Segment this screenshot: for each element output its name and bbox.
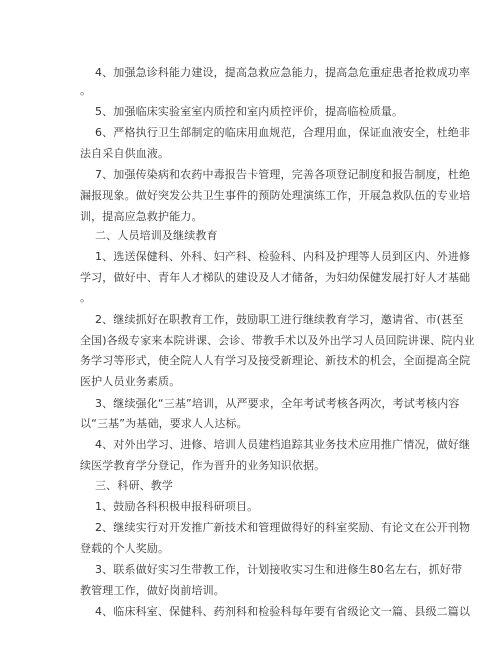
text-line: 4、对外出学习、进修、培训人员建档追踪其业务技术应用推广情况，做好继 — [95, 438, 471, 451]
text-line: 2、继续实行对开发推广新技术和管理做得好的科室奖励、有论文在公开刊物 — [95, 521, 471, 534]
text-line: 教管理工作，做好岗前培训。 — [80, 584, 225, 597]
text-line: 登载的个人奖励。 — [80, 542, 170, 555]
text-line: 1、鼓励各科积极申报科研项目。 — [95, 500, 259, 513]
text-line: 医护人员业务素质。 — [80, 375, 181, 388]
text-line: 续医学教育学分登记，作为晋升的业务知识依据。 — [80, 459, 326, 472]
section-heading: 三、科研、教学 — [95, 479, 174, 492]
text-line: 务学习等形式，使全院人人有学习及接受新理论、新技术的机会，全面提高全院 — [80, 354, 471, 367]
text-line: 5、加强临床实验室室内质控和室内质控评价，提高临检质量。 — [95, 105, 404, 118]
text-line: 以“三基”为基础，要求人人达标。 — [80, 417, 248, 430]
text-line: 1、选送保健科、外科、妇产科、检验科、内科及护理等人员到区内、外进修 — [95, 250, 471, 263]
text-line: 全国)各级专家来本院讲课、会诊、带教手术以及外出学习人员回院讲课、院内业 — [80, 334, 475, 347]
text-line: 。 — [80, 291, 92, 304]
text-line: 2、继续抓好在职教育工作，鼓励职工进行继续教育学习，邀请省、市(甚至 — [95, 313, 464, 326]
text-line: 3、继续强化“三基”培训，从严要求，全年考试考核各两次，考试考核内容 — [95, 397, 460, 410]
text-line: 。 — [80, 84, 92, 97]
text-line: 漏报现象。做好突发公共卫生事件的预防处理演练工作，开展急救队伍的专业培 — [80, 189, 471, 202]
text-line: 训，提高应急救护能力。 — [80, 210, 203, 223]
text-line: 法自采自供血液。 — [80, 147, 170, 160]
text-line: 4、临床科室、保健科、药剂科和检验科每年要有省级论文一篇、县级二篇以 — [95, 605, 471, 618]
text-line: 3、联系做好实习生带教工作，计划接收实习生和进修生80名左右，抓好带 — [95, 563, 463, 576]
text-line: 7、加强传染病和农药中毒报告卡管理，完善各项登记制度和报告制度，杜绝 — [95, 168, 471, 181]
text-line: 4、加强急诊科能力建设，提高急救应急能力，提高急危重症患者抢救成功率 — [95, 66, 471, 79]
section-heading: 二、人员培训及继续教育 — [95, 229, 218, 242]
text-line: 6、严格执行卫生部制定的临床用血规范，合理用血，保证血液安全，杜绝非 — [95, 126, 471, 139]
text-line: 学习，做好中、青年人才梯队的建设及人才储备，为妇幼保健发展打好人才基础 — [80, 271, 471, 284]
